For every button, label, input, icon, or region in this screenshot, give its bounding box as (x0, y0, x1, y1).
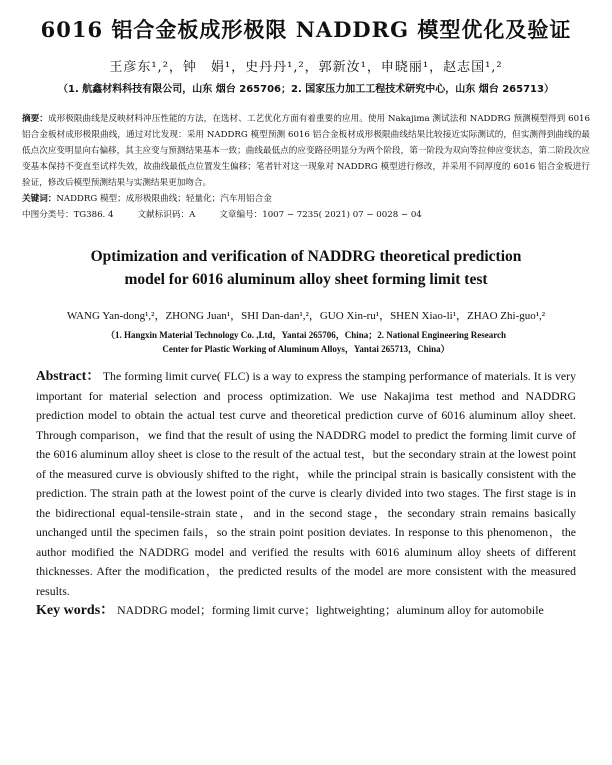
english-affiliation-line-2: Center for Plastic Working of Aluminum Alloys，Yantai 265713，China） (162, 344, 450, 354)
chinese-abstract-text: 成形极限曲线是反映材料冲压性能的方法，在选材、工艺优化方面有着重要的应用。使用 Nakajima 测试法和 NADDRG 预测模型得到 6016 铝合金板材成形极限曲线，通过对比发现：采用 NADDRG 模型预测 6016 铝合金板材成形极限曲线结果比较接近实际测试的，但实测得到曲线的最低点次应变明显向右偏移，其主应变与预测结果基本一致；曲线最低点的应变路径明显分为两个阶段，第一阶段为双向等拉伸应变状态，第二阶段次应变基本保持不变直至试样失效，故曲线最低点位置发生偏移；笔者针对这一现象对 NADDRG 模型进行修改，并采用不同厚度的 6016 铝合金板进行验证，修改后模型预测结果与实测结果更加吻合。 (22, 114, 590, 188)
english-authors: WANG Yan-dong¹,²，ZHONG Juan¹，SHI Dan-dan¹,²，GUO Xin-ru¹，SHEN Xiao-li¹，ZHAO Zhi-guo¹,² (66, 310, 546, 322)
english-affiliation (22, 328, 590, 356)
english-title (22, 245, 590, 291)
chinese-keywords (22, 191, 590, 207)
classification-row (22, 207, 590, 223)
english-abstract-text: The forming limit curve( FLC) is a way to express the stamping performance of materials. It is very important for material selection and process optimization. We use Nakajima test method and NADDRG prediction model to obtain the actual test curve and theoretical prediction curve of 6016 aluminum alloy sheet. Through comparison，we find that the result of using the NADDRG model to predict the forming limit curve of the 6016 aluminum alloy sheet is close to the result of the actual test，but the secondary strain at the lowest point of the measured curve is obviously shifted to the right，while the principal strain is basically consistent with the prediction. The strain path at the lowest point of the curve is clearly divided into two stages. The first stage is in the bidirectional equal-tensile-strain state，and in the second stage，the secondary strain remains basically unchanged until the specimen fails，so the strain point position deviates. In response to this phenomenon，the author modified the NADDRG model and verified the results with 6016 aluminum alloy sheets of different thicknesses. After the modification，the predicted results of the model are more consistent with the measured results. (36, 369, 576, 598)
document-code: 文献标识码：A (137, 210, 196, 220)
chinese-authors: 王彦东¹,²，钟 娟¹，史丹丹¹,²，郭新汝¹，申晓丽¹，赵志国¹,² (109, 60, 503, 75)
paper-page (0, 14, 612, 765)
english-title-line-2: model for 6016 aluminum alloy sheet forming limit test (124, 271, 488, 288)
clc-number: 中图分类号：TG386. 4 (22, 210, 114, 220)
chinese-affiliation: （1. 航鑫材料科技有限公司，山东 烟台 265706；2. 国家压力加工工程技术研究中心，山东 烟台 265713） (58, 84, 554, 95)
english-abstract (22, 366, 590, 601)
chinese-keywords-text: NADDRG 模型；成形极限曲线；轻量化；汽车用铝合金 (56, 194, 272, 204)
english-title-line-1: Optimization and verification of NADDRG theoretical prediction (90, 248, 522, 265)
chinese-title: 6016 铝合金板成形极限 NADDRG 模型优化及验证 (40, 17, 572, 42)
chinese-abstract (22, 111, 590, 191)
english-keywords (22, 601, 590, 621)
chinese-abstract-label: 摘要： (22, 114, 48, 124)
english-affiliation-line-1: （1. Hangxin Material Technology Co. ,Ltd，Yantai 265706，China；2. National Engineering Research (105, 330, 507, 340)
article-number: 文章编号：1007 − 7235( 2021) 07 − 0028 − 04 (219, 210, 422, 220)
english-keywords-label: Key words： (36, 603, 115, 618)
chinese-keywords-label: 关键词： (22, 194, 57, 204)
english-keywords-text: NADDRG model；forming limit curve；lightweighting；aluminum alloy for automobile (117, 603, 544, 617)
english-abstract-label: Abstract： (36, 368, 100, 383)
